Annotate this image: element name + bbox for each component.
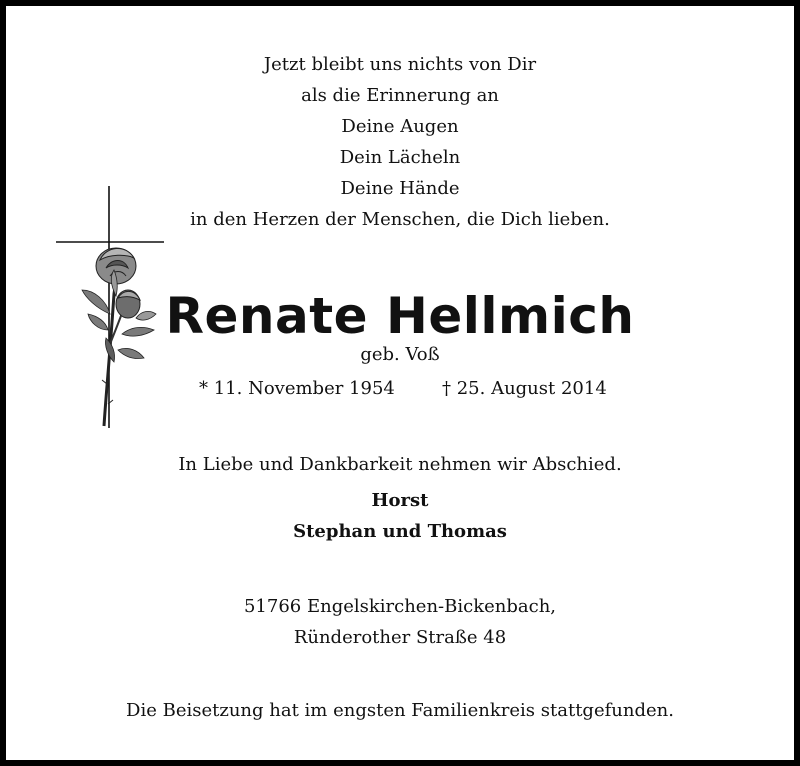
mourner-2: Stephan und Thomas: [293, 521, 507, 542]
poem-line-4: Dein Lächeln: [339, 147, 461, 168]
poem-line-6: in den Herzen der Menschen, die Dich lieben.: [190, 209, 610, 230]
address-line-2: Ründerother Straße 48: [293, 627, 507, 648]
mourner-1: Horst: [371, 490, 429, 511]
life-dates: [6, 378, 794, 402]
poem-line-3: Deine Augen: [341, 116, 459, 137]
burial-notice: Die Beisetzung hat im engsten Familienkreis stattgefunden.: [126, 700, 674, 721]
maiden-name: geb. Voß: [360, 344, 440, 365]
poem-line-2: als die Erinnerung an: [301, 85, 499, 106]
death-date: † 25. August 2014: [442, 378, 607, 399]
deceased-name: Renate Hellmich: [165, 287, 635, 345]
farewell-text: In Liebe und Dankbarkeit nehmen wir Abschied.: [178, 454, 622, 475]
address-line-1: 51766 Engelskirchen-Bickenbach,: [243, 596, 557, 617]
birth-date: * 11. November 1954: [199, 378, 395, 399]
poem-line-1: Jetzt bleibt uns nichts von Dir: [263, 54, 537, 75]
poem-line-5: Deine Hände: [340, 178, 460, 199]
